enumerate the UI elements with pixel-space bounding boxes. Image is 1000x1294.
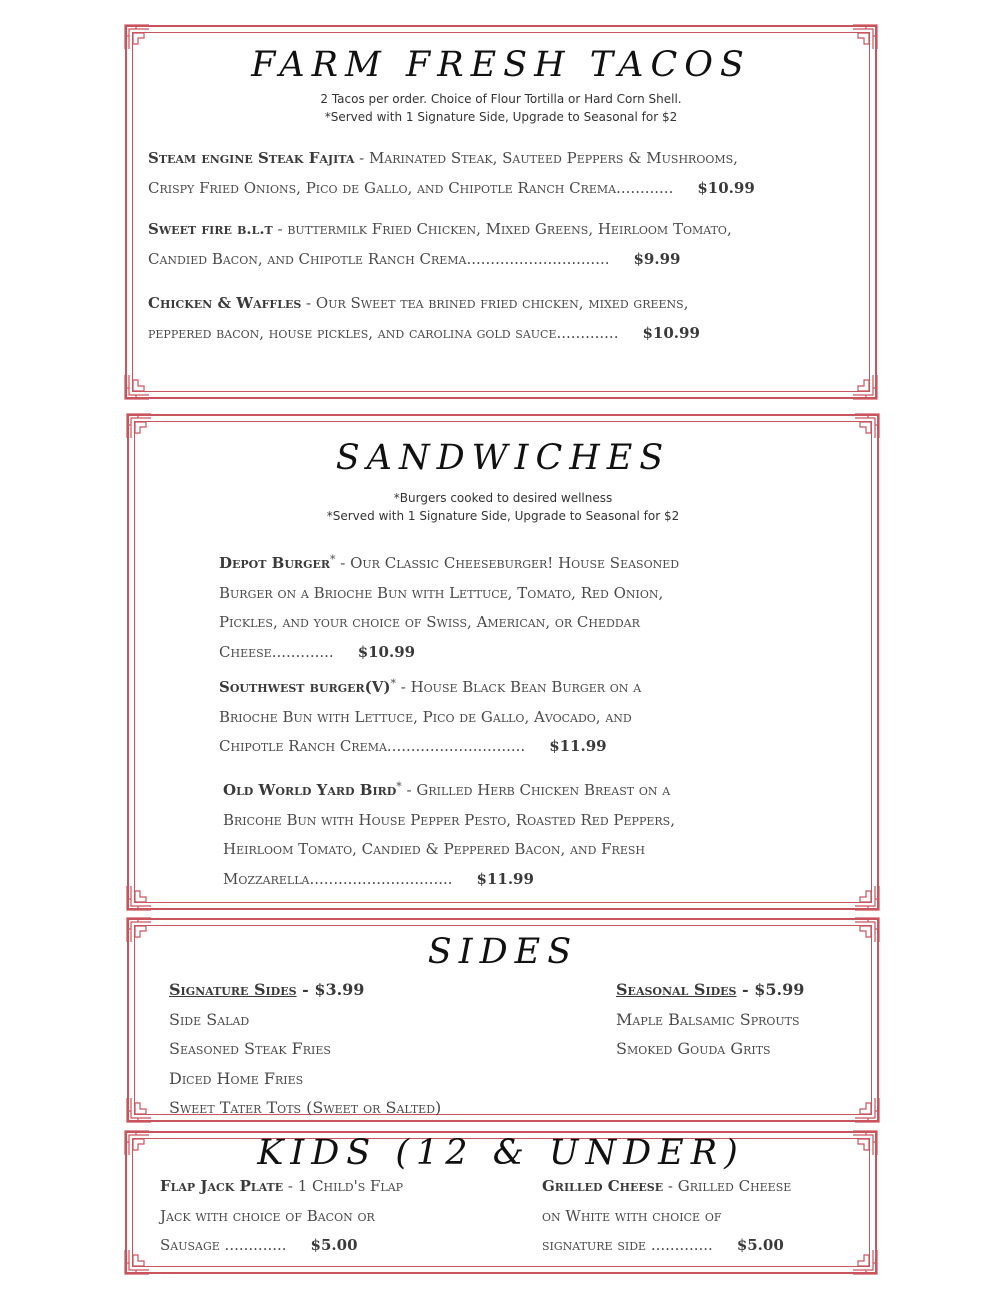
corner-ornament-icon	[124, 374, 150, 400]
sandwiches-panel	[127, 414, 879, 910]
item-description: Chipotle Ranch Crema.............................	[219, 737, 526, 755]
corner-ornament-icon	[126, 885, 152, 911]
corner-ornament-icon	[854, 413, 880, 439]
item-price: $9.99	[633, 249, 681, 268]
kids-panel	[125, 1131, 877, 1274]
item-description: Our Sweet tea brined fried chicken, mixed greens,	[315, 294, 689, 312]
item-name: Depot Burger	[219, 554, 330, 572]
menu-item-sweet-fire-blt: Sweet fire b.l.t - buttermilk Fried Chicken, Mixed Greens, Heirloom Tomato, Candied Bacon, and Chipotle Ranch Crema.............................. $9.99	[148, 220, 732, 268]
item-description: Pickles, and your choice of Swiss, American, or Cheddar	[219, 613, 640, 631]
item-description: peppered bacon, house pickles, and carolina gold sauce.............	[148, 323, 619, 342]
corner-ornament-icon	[852, 374, 878, 400]
corner-ornament-icon	[854, 1097, 880, 1123]
corner-ornament-icon	[126, 1097, 152, 1123]
list-item: Side Salad	[169, 1009, 250, 1029]
item-name: Chicken & Waffles	[148, 294, 302, 312]
list-item: Smoked Gouda Grits	[616, 1039, 771, 1058]
item-description: Cheese.............	[219, 642, 334, 661]
item-description: Crispy Fried Onions, Pico de Gallo, and Chipotle Ranch Crema............	[148, 178, 674, 197]
menu-item-grilled-cheese: Grilled Cheese - Grilled Cheese on White with choice of signature side ............. $5.00	[542, 1177, 792, 1254]
item-description: Marinated Steak, Sauteed Peppers & Mushrooms,	[368, 149, 738, 167]
item-price: $10.99	[357, 642, 416, 661]
item-description: Brioche Bun with Lettuce, Pico de Gallo, Avocado, and	[219, 707, 632, 726]
item-name: Sweet fire b.l.t	[148, 220, 273, 238]
sandwiches-title: SANDWICHES	[335, 438, 671, 478]
item-price: $5.00	[310, 1236, 358, 1254]
item-description: buttermilk Fried Chicken, Mixed Greens, Heirloom Tomato,	[287, 220, 732, 238]
item-description: Mozzarella..............................	[223, 869, 453, 888]
corner-ornament-icon	[854, 885, 880, 911]
list-item: Sweet Tater Tots (Sweet or Salted)	[169, 1098, 442, 1117]
menu-item-flap-jack-plate: Flap Jack Plate - 1 Child's Flap Jack with choice of Bacon or Sausage ............. $5.00	[160, 1177, 404, 1254]
item-description: 1 Child's Flap	[297, 1177, 404, 1195]
item-description: Burger on a Brioche Bun with Lettuce, Tomato, Red Onion,	[219, 583, 664, 602]
list-item: Maple Balsamic Sprouts	[616, 1009, 800, 1029]
tacos-subtitle-2: *Served with 1 Signature Side, Upgrade to Seasonal for $2	[324, 110, 678, 124]
item-description: Heirloom Tomato, Candied & Peppered Bacon, and Fresh	[223, 840, 645, 858]
item-price: $10.99	[697, 178, 755, 197]
seasonal-sides-list	[616, 975, 866, 1064]
item-description: on White with choice of	[542, 1206, 722, 1225]
menu-item-chicken-waffles: Chicken & Waffles - Our Sweet tea brined fried chicken, mixed greens, peppered bacon, house pickles, and carolina gold sauce............. $10.99	[148, 294, 700, 342]
tacos-title: FARM FRESH TACOS	[251, 45, 751, 85]
item-price: $10.99	[642, 323, 700, 342]
tacos-panel	[125, 25, 877, 399]
item-description: Sausage .............	[160, 1236, 287, 1254]
corner-ornament-icon	[124, 1249, 150, 1275]
item-name: Flap Jack Plate	[160, 1177, 284, 1195]
signature-sides-heading: Signature Sides - $3.99	[169, 980, 365, 999]
item-description: signature side .............	[542, 1236, 713, 1254]
item-name: Steam engine Steak Fajita	[148, 149, 355, 167]
item-description: Jack with choice of Bacon or	[160, 1206, 375, 1225]
item-price: $11.99	[476, 869, 534, 888]
item-description: Grilled Herb Chicken Breast on a	[416, 781, 671, 799]
menu-item-southwest-burger: Southwest burger(V)* - House Black Bean Burger on a Brioche Bun with Lettuce, Pico de Gallo, Avocado, and Chipotle Ranch Crema............................. $11.99	[219, 677, 642, 755]
item-name: Southwest burger(V)	[219, 678, 391, 696]
item-description: Grilled Cheese	[677, 1177, 792, 1195]
item-price: $11.99	[549, 737, 607, 755]
signature-sides-list	[169, 975, 549, 1123]
item-price: $5.00	[736, 1236, 784, 1254]
menu-item-old-world-yard-bird: Old World Yard Bird* - Grilled Herb Chicken Breast on a Bricohe Bun with House Pepper Pesto, Roasted Red Peppers, Heirloom Tomato, Candied & Peppered Bacon, and Fresh Mozzarella.............................. $11.99	[223, 780, 675, 888]
menu-item-steak-fajita: Steam engine Steak Fajita - Marinated Steak, Sauteed Peppers & Mushrooms, Crispy Fried Onions, Pico de Gallo, and Chipotle Ranch Crema............ $10.99	[148, 149, 755, 197]
kids-title: KIDS (12 & UNDER)	[257, 1133, 745, 1173]
item-description: Bricohe Bun with House Pepper Pesto, Roasted Red Peppers,	[223, 810, 675, 829]
seasonal-sides-heading: Seasonal Sides - $5.99	[616, 980, 805, 999]
item-description: Our Classic Cheeseburger! House Seasoned	[350, 554, 680, 572]
sandwiches-subtitle-2: *Served with 1 Signature Side, Upgrade to Seasonal for $2	[326, 509, 680, 523]
sides-title: SIDES	[427, 932, 579, 972]
sides-panel	[127, 918, 879, 1122]
item-name: Old World Yard Bird	[223, 781, 397, 799]
item-description: House Black Bean Burger on a	[410, 678, 642, 696]
menu-item-depot-burger: Depot Burger* - Our Classic Cheeseburger! House Seasoned Burger on a Brioche Bun with Lettuce, Tomato, Red Onion, Pickles, and your choice of Swiss, American, or Cheddar Cheese............. $10.99	[219, 553, 680, 661]
corner-ornament-icon	[126, 413, 152, 439]
list-item: Diced Home Fries	[169, 1068, 304, 1088]
item-description: Candied Bacon, and Chipotle Ranch Crema..............................	[148, 249, 610, 268]
item-name: Grilled Cheese	[542, 1177, 664, 1195]
sandwiches-subtitle-1: *Burgers cooked to desired wellness	[393, 491, 613, 505]
list-item: Seasoned Steak Fries	[169, 1039, 331, 1058]
tacos-subtitle-1: 2 Tacos per order. Choice of Flour Tortilla or Hard Corn Shell.	[320, 92, 682, 106]
